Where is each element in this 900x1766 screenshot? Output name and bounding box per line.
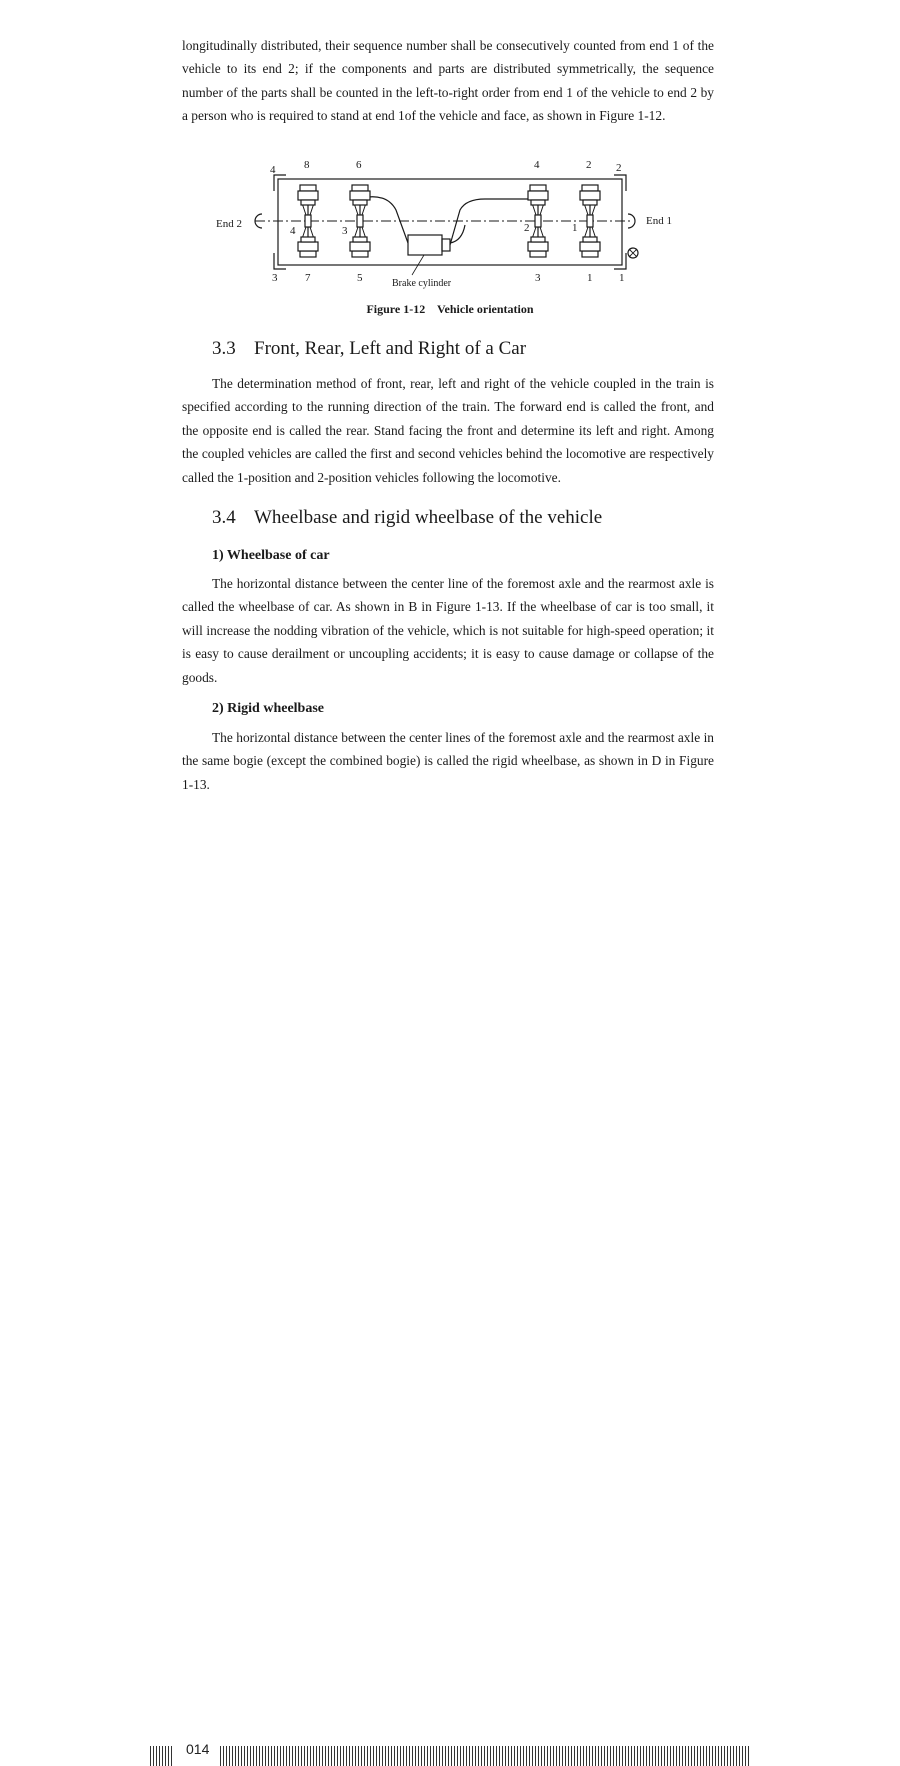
section-3-3-heading: [212, 338, 526, 360]
corner-bracket: [274, 175, 286, 191]
bottom-number: 3: [272, 272, 278, 284]
footer-decoration-right: [220, 1746, 750, 1766]
footer-decoration-left: [150, 1746, 172, 1766]
rigid-wheelbase-body: The horizontal distance between the center lines of the foremost axle and the rearmost axle in the same bogie (except the combined bogie) is called the rigid wheelbase, as shown in D in Figure 1-13.: [182, 730, 714, 792]
wheelbase-subheading: 1) Wheelbase of car: [212, 548, 330, 563]
vehicle-orientation-figure: [200, 155, 672, 290]
bottom-number: 1: [587, 272, 593, 284]
brake-cylinder: [408, 235, 442, 255]
top-number: 2: [616, 162, 622, 174]
inner-number: 1: [572, 222, 578, 234]
corner-bracket: [614, 253, 626, 269]
inner-number: 4: [290, 225, 296, 237]
section-3-4-heading: [212, 507, 602, 529]
section-number: 3.3: [212, 338, 236, 359]
corner-bracket: [614, 175, 626, 191]
section-title: Front, Rear, Left and Right of a Car: [254, 338, 527, 359]
section-title: Wheelbase and rigid wheelbase of the vehicle: [254, 507, 603, 528]
section-3-3-body: The determination method of front, rear, left and right of the vehicle coupled in the train is specified according to the running direction of the train. The forward end is called the front, and the opposite end is called the rear. Stand facing the front and determine its left and right. Among the coupled vehicles are called the first and second vehicles behind the locomotive are respectively called the 1-position and 2-position vehicles following the locomotive.: [182, 376, 714, 485]
bottom-number: 7: [305, 272, 311, 284]
top-number: 4: [534, 159, 540, 171]
wheelbase-body: The horizontal distance between the center line of the foremost axle and the rearmost axle is called the wheelbase of car. As shown in B in Figure 1-13. If the wheelbase of car is too small, it will increase the nodding vibration of the vehicle, which is not suitable for high-speed operation; it is easy to cause derailment or uncoupling accidents; it is easy to cause damage or collapse of the goods.: [182, 576, 714, 685]
brake-cylinder-label: Brake cylinder: [392, 278, 452, 289]
top-number: 4: [270, 164, 276, 176]
brake-pipe: [368, 197, 408, 243]
top-number: 8: [304, 159, 310, 171]
corner-bracket: [274, 253, 286, 269]
end-2-label: End 2: [216, 218, 242, 230]
brake-pipe: [450, 199, 532, 245]
bottom-number: 1: [619, 272, 625, 284]
intro-paragraph: longitudinally distributed, their sequence number shall be consecutively counted from end 1 of the vehicle to its end 2; if the components and parts are distributed symmetrically, the sequence number of the parts shall be counted in the left-to-right order from end 1 of the vehicle to end 2 by a person who is required to stand at end 1of the vehicle and face, as shown in Figure 1-12.: [182, 38, 714, 124]
page-number: 014: [186, 1741, 210, 1757]
figure-caption: Figure 1-12 Vehicle orientation: [366, 302, 534, 316]
top-number: 2: [586, 159, 592, 171]
section-number: 3.4: [212, 507, 236, 528]
brake-pipe: [450, 225, 465, 243]
car-body-frame: [278, 179, 622, 265]
page-footer: [0, 868, 900, 1757]
inner-number: 2: [524, 222, 530, 234]
rigid-wheelbase-subheading: 2) Rigid wheelbase: [212, 701, 324, 716]
top-number: 6: [356, 159, 362, 171]
bottom-number: 3: [535, 272, 541, 284]
bottom-number: 5: [357, 272, 363, 284]
end-1-label: End 1: [646, 215, 672, 227]
inner-number: 3: [342, 225, 348, 237]
